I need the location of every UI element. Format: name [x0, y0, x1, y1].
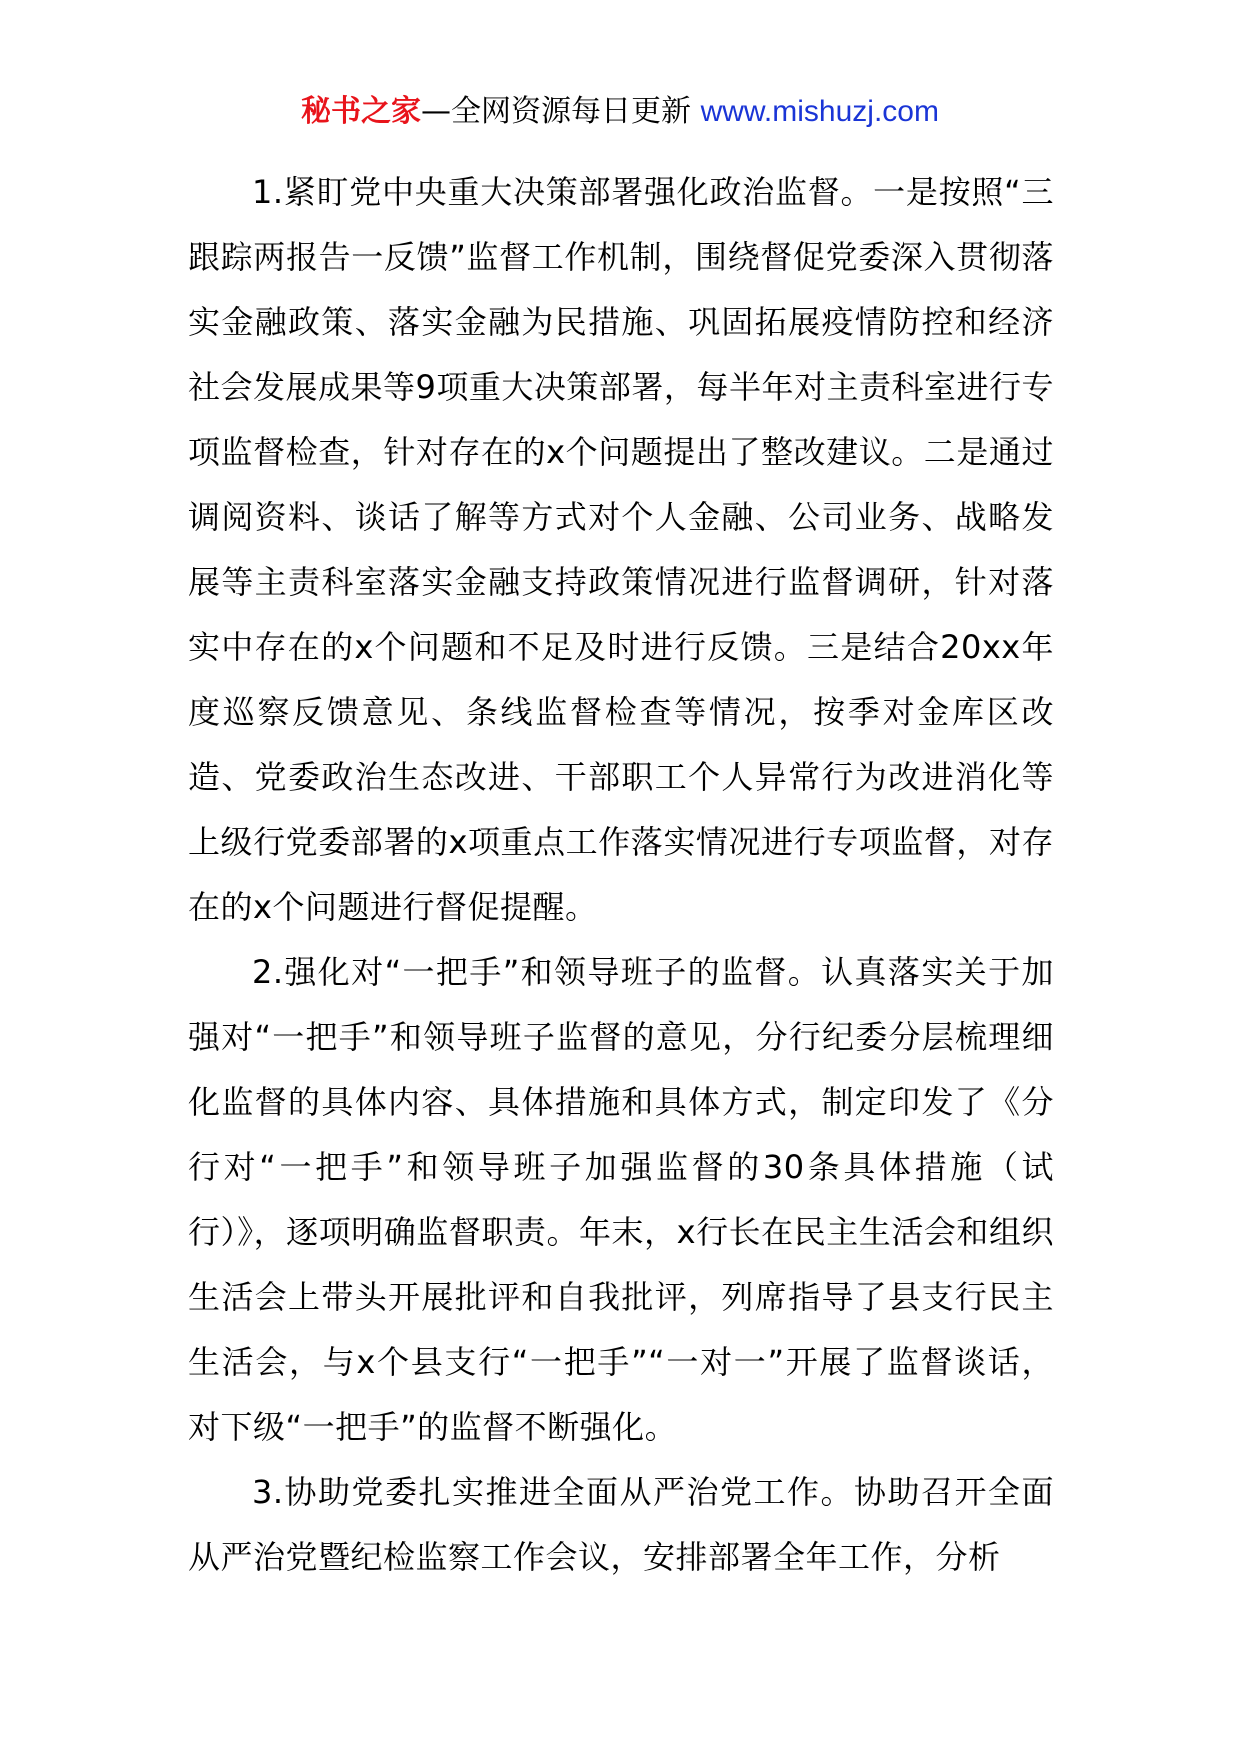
document-body [188, 160, 1054, 1590]
site-brand: 秘书之家 [301, 94, 422, 129]
site-tagline: —全网资源每日更新 [421, 94, 692, 129]
paragraph-party-discipline: 3.协助党委扎实推进全面从严治党工作。协助召开全面从严治党暨纪检监察工作会议，安排部署全年工作，分析 [188, 1473, 1054, 1576]
paragraph-leader-supervision: 2.强化对“一把手”和领导班子的监督。认真落实关于加强对“一把手”和领导班子监督的意见，分行纪委分层梳理细化监督的具体内容、具体措施和具体方式，制定印发了《分行对“一把手”和领导班子加强监督的30条具体措施（试行）》，逐项明确监督职责。年末，x行长在民主生活会和组织生活会上带头开展批评和自我批评，列席指导了县支行民主生活会，与x个县支行“一把手”“一对一”开展了监督谈话，对下级“一把手”的监督不断强化。 [188, 953, 1054, 1446]
paragraph-political-supervision: 1.紧盯党中央重大决策部署强化政治监督。一是按照“三跟踪两报告一反馈”监督工作机制，围绕督促党委深入贯彻落实金融政策、落实金融为民措施、巩固拓展疫情防控和经济社会发展成果等9项重大决策部署，每半年对主责科室进行专项监督检查，针对存在的x个问题提出了整改建议。二是通过调阅资料、谈话了解等方式对个人金融、公司业务、战略发展等主责科室落实金融支持政策情况进行监督调研，针对落实中存在的x个问题和不足及时进行反馈。三是结合20xx年度巡察反馈意见、条线监督检查等情况，按季对金库区改造、党委政治生态改进、干部职工个人异常行为改进消化等上级行党委部署的x项重点工作落实情况进行专项监督，对存在的x个问题进行督促提醒。 [188, 173, 1054, 926]
site-header [0, 92, 1240, 132]
site-url-link[interactable]: www.mishuzj.com [700, 95, 939, 128]
